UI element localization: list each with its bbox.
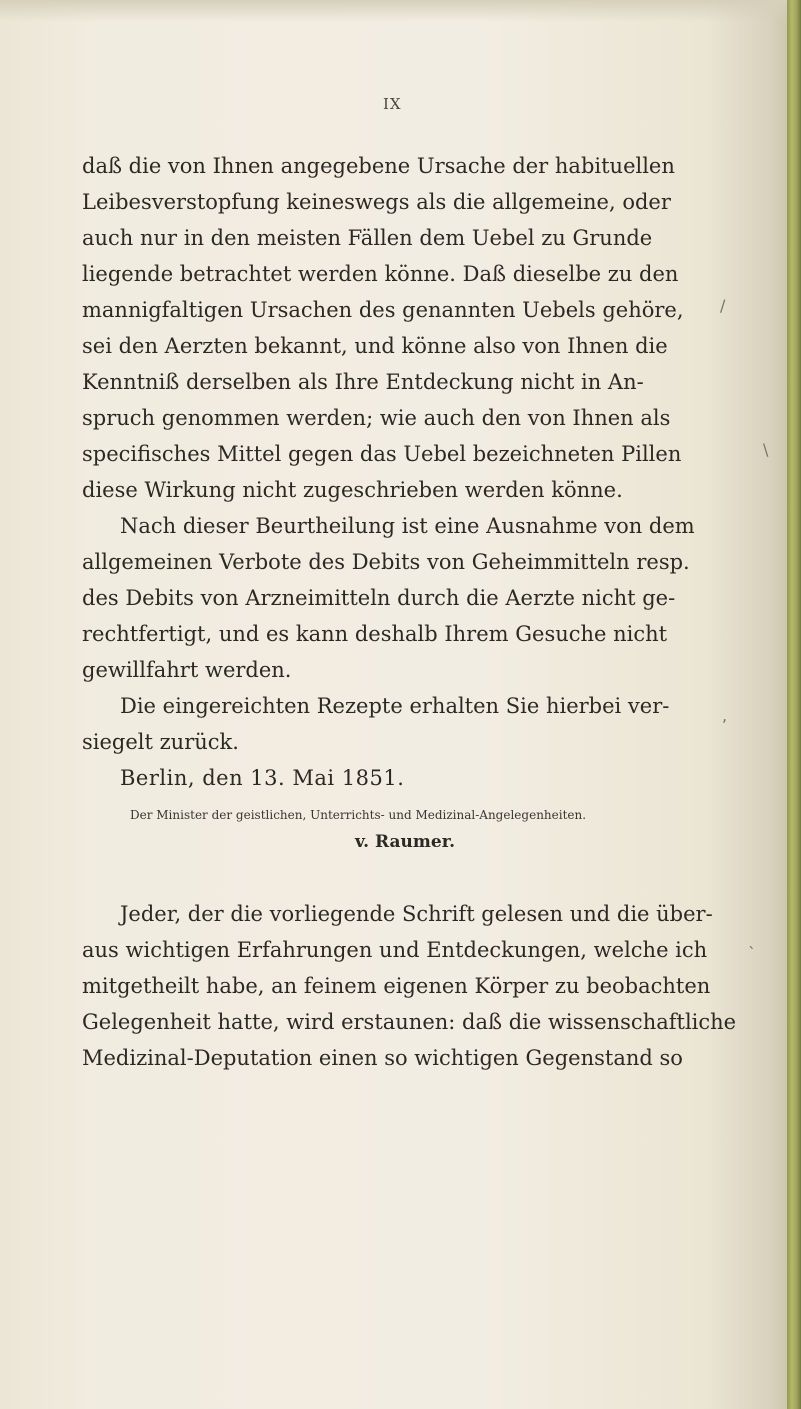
- text-line: gewillfahrt werden.: [82, 658, 292, 682]
- signature: v. Raumer.: [355, 832, 456, 852]
- text-line: daß die von Ihnen angegebene Ursache der habituellen: [82, 154, 675, 178]
- margin-mark-icon: ,: [722, 706, 728, 725]
- ministry-line: Der Minister der geistlichen, Unterrichts- und Medizinal-Angelegenheiten.: [130, 808, 587, 822]
- text-line: Jeder, der die vorliegende Schrift gelesen und die über-: [120, 902, 713, 926]
- text-line: rechtfertigt, und es kann deshalb Ihrem Gesuche nicht: [82, 622, 668, 646]
- text-line: Leibesverstopfung keineswegs als die allgemeine, oder: [82, 190, 671, 214]
- text-line: allgemeinen Verbote des Debits von Geheimmitteln resp.: [82, 550, 690, 574]
- text-line: Kenntniß derselben als Ihre Entdeckung nicht in An-: [82, 370, 644, 394]
- top-page-shadow: [0, 0, 801, 22]
- text-line: auch nur in den meisten Fällen dem Uebel zu Grunde: [82, 226, 653, 250]
- text-line: liegende betrachtet werden könne. Daß dieselbe zu den: [82, 262, 679, 286]
- page-number: IX: [383, 95, 402, 113]
- margin-mark-icon: \: [763, 440, 769, 459]
- margin-mark-icon: `: [748, 944, 756, 963]
- text-line: sei den Aerzten bekannt, und könne also von Ihnen die: [82, 334, 668, 358]
- text-line: Gelegenheit hatte, wird erstaunen: daß die wissenschaftliche: [82, 1010, 737, 1034]
- text-line: Nach dieser Beurtheilung ist eine Ausnahme von dem: [120, 514, 695, 538]
- text-line: Die eingereichten Rezepte erhalten Sie hierbei ver-: [120, 694, 670, 718]
- book-edge: [787, 0, 801, 1409]
- text-line: mitgetheilt habe, an feinem eigenen Körper zu beobachten: [82, 974, 711, 998]
- margin-mark-icon: /: [720, 296, 726, 315]
- text-line: siegelt zurück.: [82, 730, 239, 754]
- text-line: diese Wirkung nicht zugeschrieben werden könne.: [82, 478, 623, 502]
- text-line: des Debits von Arzneimitteln durch die Aerzte nicht ge-: [82, 586, 676, 610]
- text-line: spruch genommen werden; wie auch den von Ihnen als: [82, 406, 671, 430]
- text-line: mannigfaltigen Ursachen des genannten Uebels gehöre,: [82, 298, 684, 322]
- text-line: aus wichtigen Erfahrungen und Entdeckungen, welche ich: [82, 938, 708, 962]
- dateline: Berlin, den 13. Mai 1851.: [120, 766, 405, 790]
- text-line: specifisches Mittel gegen das Uebel bezeichneten Pillen: [82, 442, 682, 466]
- text-line: Medizinal-Deputation einen so wichtigen Gegenstand so: [82, 1046, 683, 1070]
